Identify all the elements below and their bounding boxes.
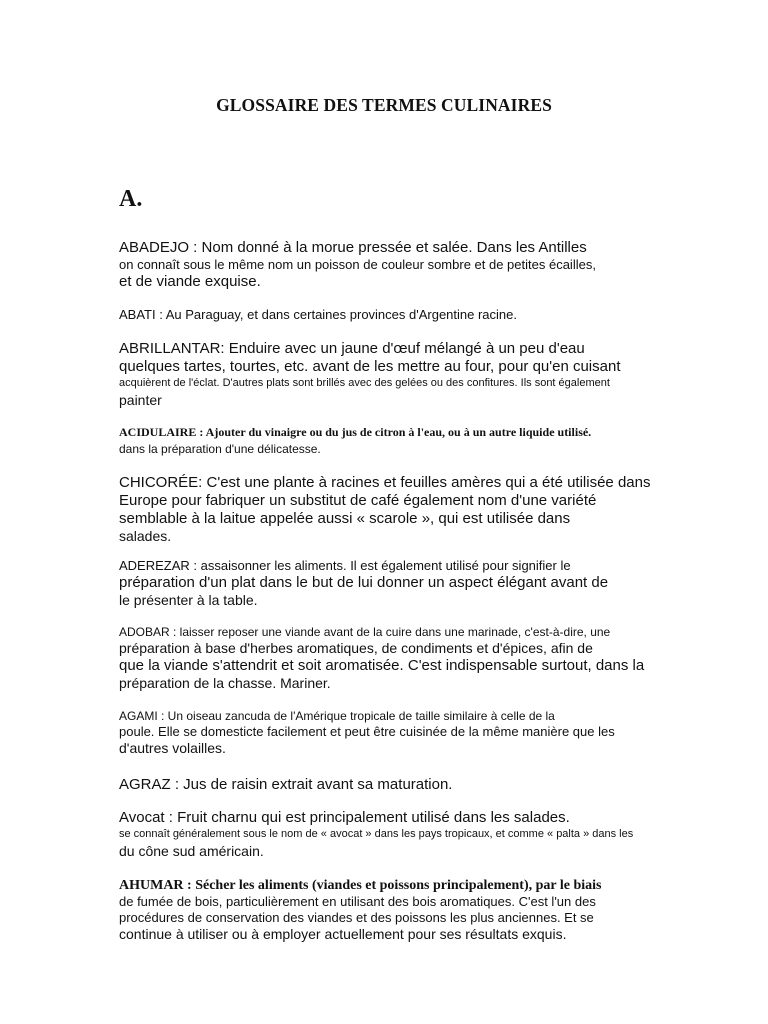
entry-line: dans la préparation d'une délicatesse. xyxy=(119,442,321,456)
page-title: GLOSSAIRE DES TERMES CULINAIRES xyxy=(216,95,552,115)
entry-line: quelques tartes, tourtes, etc. avant de les mettre au four, pour qu'en cuisant xyxy=(119,358,621,375)
entry-agraz xyxy=(119,776,699,794)
entry-line: préparation de la chasse. Mariner. xyxy=(119,675,331,691)
section-heading: A. xyxy=(119,186,143,212)
entry-abati xyxy=(119,307,699,323)
entry-line: ABADEJO : Nom donné à la morue pressée et salée. Dans les Antilles xyxy=(119,239,587,256)
entry-line: de fumée de bois, particulièrement en utilisant des bois aromatiques. C'est l'un des xyxy=(119,894,596,909)
entry-line: ACIDULAIRE : Ajouter du vinaigre ou du jus de citron à l'eau, ou à un autre liquide utilisé. xyxy=(119,425,592,439)
entry-line: AGAMI : Un oiseau zancuda de l'Amérique tropicale de taille similaire à celle de la xyxy=(119,709,555,723)
entry-adobar xyxy=(119,625,699,692)
entry-line: salades. xyxy=(119,528,172,544)
entry-abrillantar xyxy=(119,340,699,409)
entry-line: et de viande exquise. xyxy=(119,273,261,290)
entry-line: préparation d'un plat dans le but de lui donner un aspect élégant avant de xyxy=(119,574,609,591)
entry-line: painter xyxy=(119,392,162,408)
entry-line: AHUMAR : Sécher les aliments (viandes et poissons principalement), par le biais xyxy=(119,878,602,893)
entry-line: Europe pour fabriquer un substitut de café également nom d'une variété xyxy=(119,492,597,509)
entry-agami xyxy=(119,709,699,757)
entry-chicoree xyxy=(119,474,699,545)
entry-line: poule. Elle se domesticte facilement et peut être cuisinée de la même manière que les xyxy=(119,724,615,739)
entry-line: le présenter à la table. xyxy=(119,592,258,608)
entry-line: ABATI : Au Paraguay, et dans certaines provinces d'Argentine racine. xyxy=(119,307,517,322)
entry-aderezar xyxy=(119,558,699,609)
entry-avocat xyxy=(119,809,699,860)
entry-line: préparation à base d'herbes aromatiques, de condiments et d'épices, afin de xyxy=(119,640,593,656)
entry-line: ADOBAR : laisser reposer une viande avant de la cuire dans une marinade, c'est-à-dire, une xyxy=(119,625,611,639)
entry-line: d'autres volailles. xyxy=(119,740,226,756)
entry-line: on connaît sous le même nom un poisson de couleur sombre et de petites écailles, xyxy=(119,257,596,272)
entry-abadejo xyxy=(119,239,699,291)
entry-line: CHICORÉE: C'est une plante à racines et feuilles amères qui a été utilisée dans xyxy=(119,474,651,491)
entry-line: du cône sud américain. xyxy=(119,843,264,859)
entry-line: AGRAZ : Jus de raisin extrait avant sa maturation. xyxy=(119,776,453,793)
entry-line: Avocat : Fruit charnu qui est principalement utilisé dans les salades. xyxy=(119,809,570,826)
entry-line: semblable à la laitue appelée aussi « scarole », qui est utilisée dans xyxy=(119,510,571,527)
entry-line: continue à utiliser ou à employer actuellement pour ses résultats exquis. xyxy=(119,926,567,942)
entry-line: ABRILLANTAR: Enduire avec un jaune d'œuf mélangé à un peu d'eau xyxy=(119,340,585,357)
entry-line: acquièrent de l'éclat. D'autres plats sont brillés avec des gelées ou des confitures. Ils sont également xyxy=(119,377,610,389)
entry-line: se connaît généralement sous le nom de « avocat » dans les pays tropicaux, et comme « palta » dans les xyxy=(119,828,634,840)
entry-line: procédures de conservation des viandes et des poissons les plus anciennes. Et se xyxy=(119,910,594,925)
entry-line: que la viande s'attendrit et soit aromatisée. C'est indispensable surtout, dans la xyxy=(119,657,645,674)
entry-acidulaire xyxy=(119,425,699,457)
entry-line: ADEREZAR : assaisonner les aliments. Il est également utilisé pour signifier le xyxy=(119,558,571,573)
entry-ahumar xyxy=(119,877,699,943)
